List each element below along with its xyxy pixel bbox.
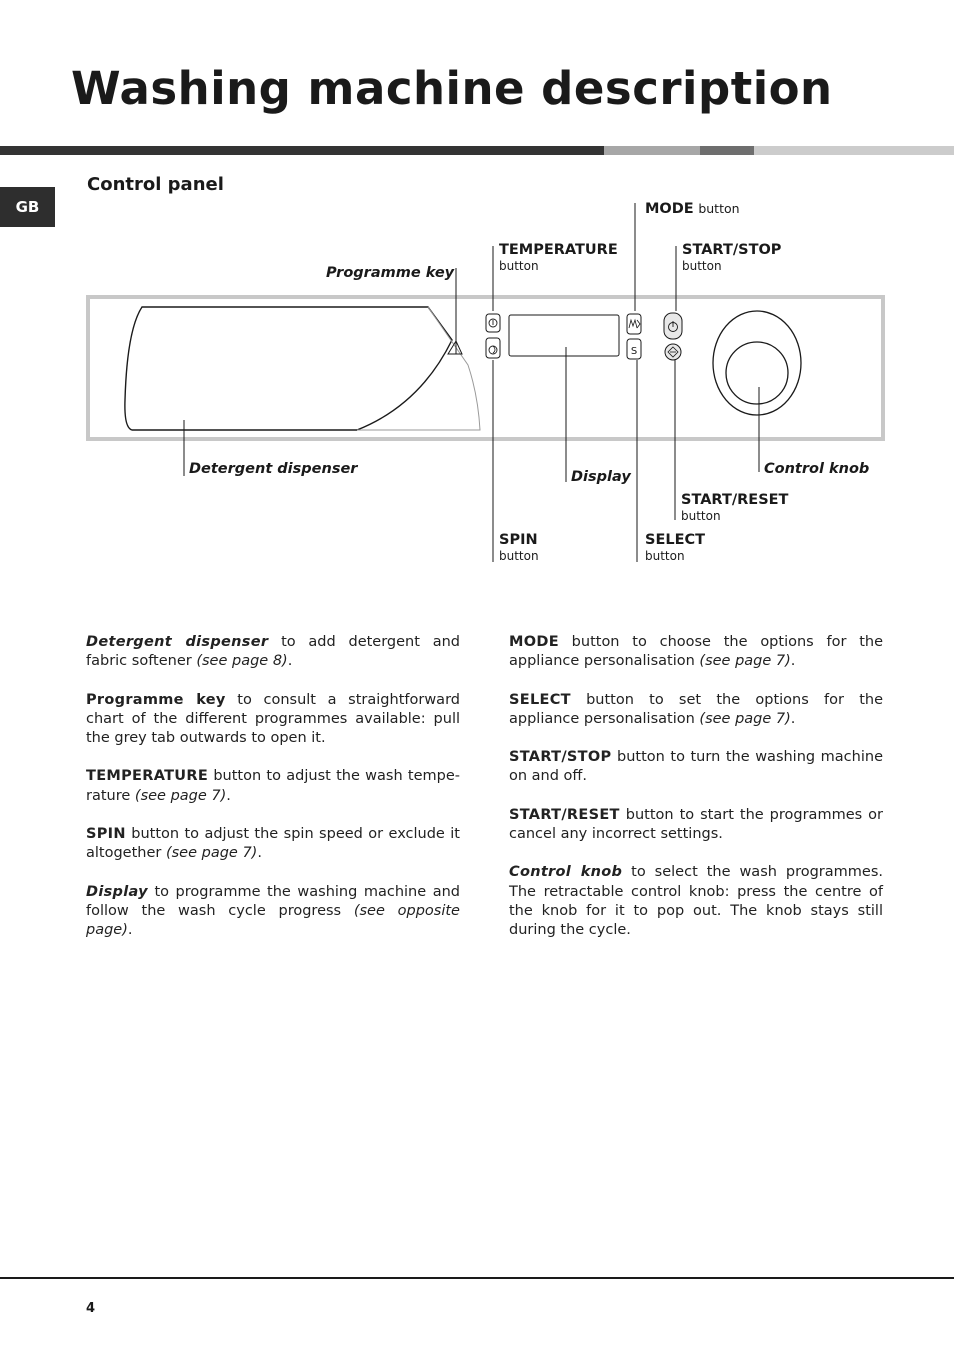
header-band-mid — [700, 146, 754, 155]
label-spin: SPIN button — [499, 532, 539, 563]
description-detergent-dispenser: Detergent dispenser to add detergent and fabric softener (see page 8). — [86, 634, 460, 670]
language-tab: GB — [0, 187, 55, 227]
description-temperature: TEMPERATURE button to adjust the wash tempe-rature (see page 7). — [86, 768, 460, 804]
label-display: Display — [571, 469, 631, 485]
page-number: 4 — [86, 1301, 96, 1316]
display-screen — [509, 315, 619, 356]
footer-rule — [0, 1277, 954, 1279]
label-start-stop: START/STOP button — [682, 242, 782, 273]
control-panel-illustration — [0, 190, 954, 580]
control-knob[interactable] — [726, 342, 788, 404]
label-control-knob: Control knob — [764, 461, 870, 477]
description-start-reset: START/RESET button to start the programmes or cancel any incorrect settings. — [509, 806, 883, 842]
description-spin: SPIN button to adjust the spin speed or exclude it altogether (see page 7). — [86, 825, 460, 862]
description-start-stop: START/STOP button to turn the washing machine on and off. — [509, 749, 883, 785]
select-glyph: S — [630, 346, 638, 357]
header-band-pale — [754, 146, 954, 155]
page-title: Washing machine description — [71, 62, 833, 115]
section-title: Control panel — [87, 174, 224, 195]
descriptions-right-column — [509, 633, 883, 959]
description-programme-key: Programme key to consult a straightforward chart of the different programmes available: pull the grey tab outwards to open it. — [86, 691, 460, 746]
description-mode: MODE button to choose the options for the appliance personalisation (see page 7). — [509, 634, 883, 670]
label-programme-key: Programme key — [326, 265, 455, 281]
label-mode: MODE button — [645, 201, 740, 217]
label-detergent-dispenser: Detergent dispenser — [189, 461, 358, 477]
description-select: SELECT button to set the options for the appliance personalisation (see page 7). — [509, 691, 883, 727]
header-band-dark — [0, 146, 604, 155]
label-start-reset: START/RESET button — [681, 492, 789, 523]
label-temperature: TEMPERATURE button — [499, 242, 618, 273]
label-select: SELECT button — [645, 532, 706, 563]
description-display: Display to programme the washing machine and follow the wash cycle progress (see opposite page). — [86, 883, 460, 938]
description-control-knob: Control knob to select the wash programmes. The retractable control knob: press the centre of the knob for it to pop out. The knob stays still during the cycle. — [509, 864, 883, 938]
descriptions-left-column — [86, 633, 460, 959]
header-band-light — [604, 146, 700, 155]
control-panel-diagram — [0, 190, 954, 580]
spin-button[interactable] — [486, 338, 500, 358]
